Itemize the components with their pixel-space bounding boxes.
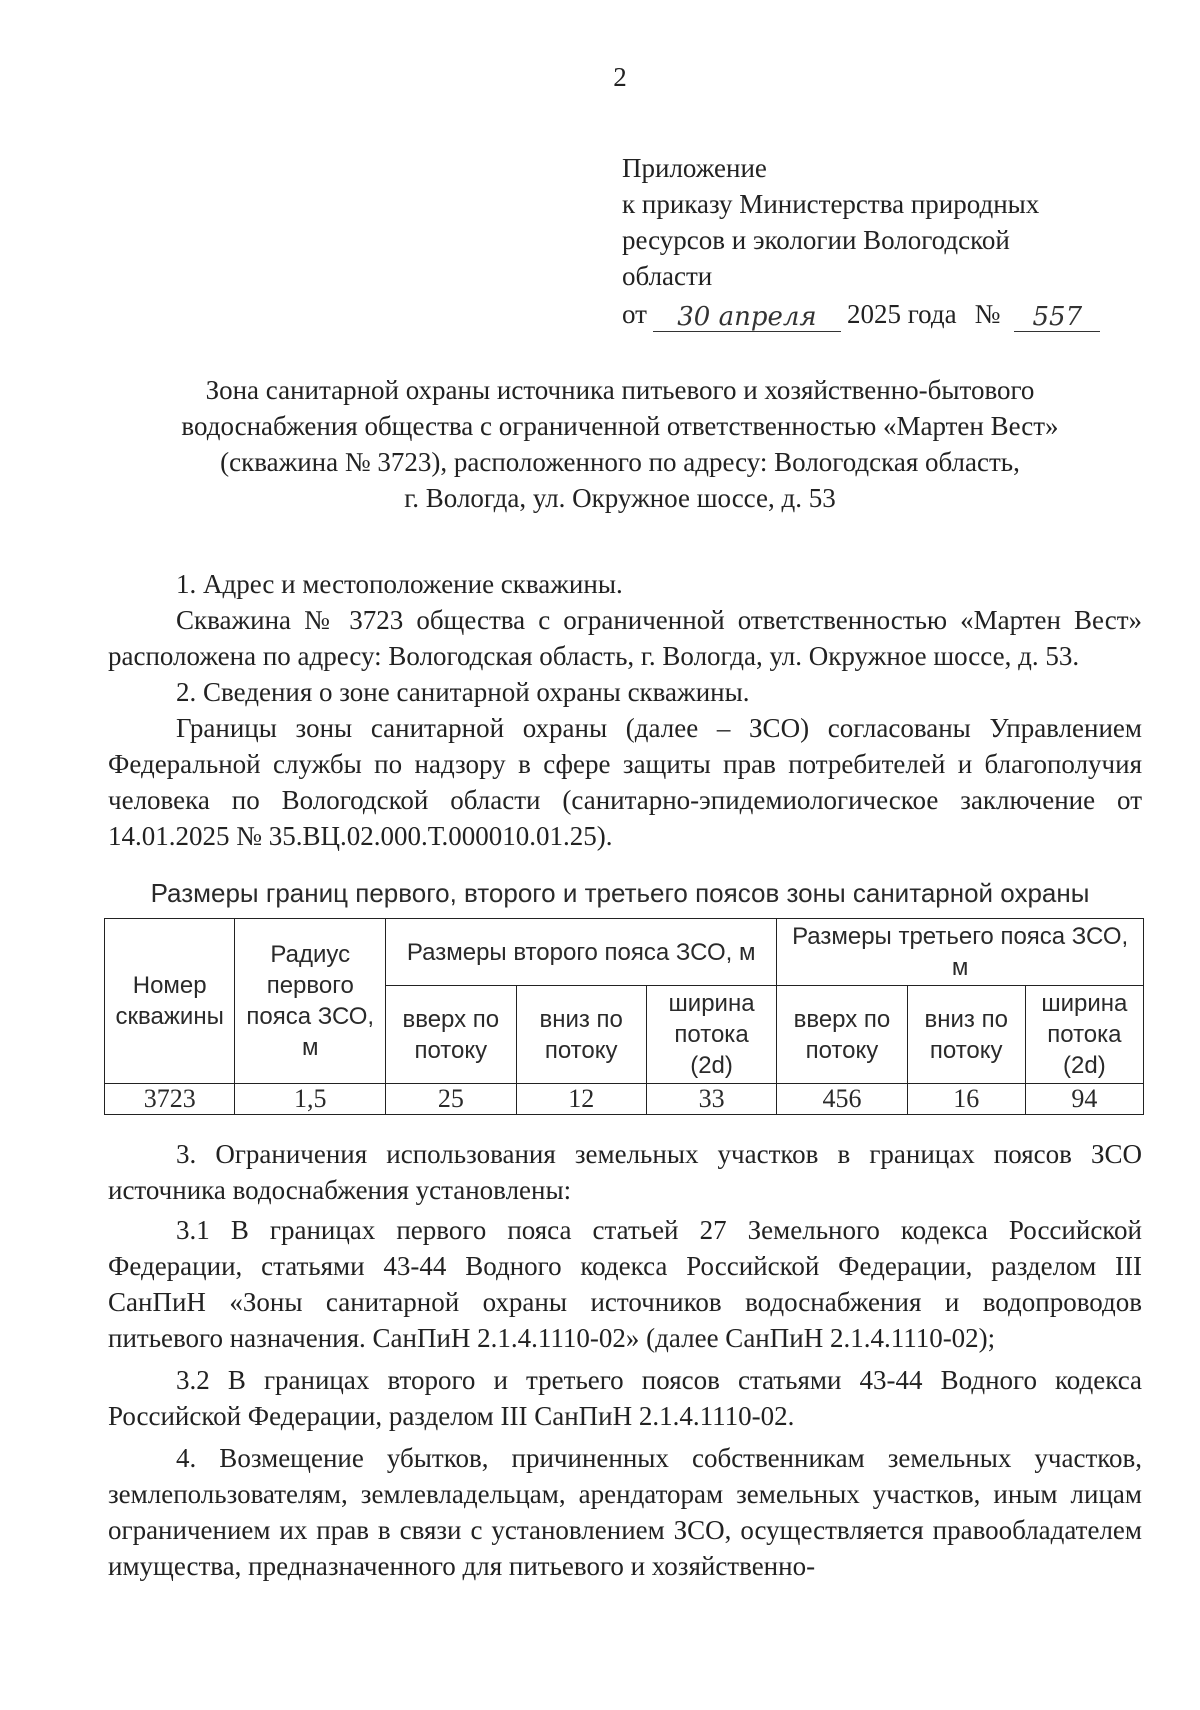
page-number: 2 xyxy=(613,62,627,92)
number-sign: № xyxy=(974,299,1001,329)
header-third-downstream: вниз по потоку xyxy=(907,986,1025,1084)
header-third-upstream: вверх по потоку xyxy=(777,986,907,1084)
header-second-belt: Размеры второго пояса ЗСО, м xyxy=(386,919,777,986)
document-title xyxy=(100,372,1140,516)
appendix-date-line xyxy=(622,296,1100,332)
table-caption: Размеры границ первого, второго и третьего поясов зоны санитарной охраны xyxy=(150,878,1090,908)
header-third-belt: Размеры третьего пояса ЗСО, м xyxy=(777,919,1144,986)
cell-radius: 1,5 xyxy=(235,1084,386,1115)
title-line-2: водоснабжения общества с ограниченной ответственностью «Мартен Вест» xyxy=(181,411,1059,441)
cell-third-width: 94 xyxy=(1025,1084,1143,1115)
header-third-width: ширина потока (2d) xyxy=(1025,986,1143,1084)
section-1-text: Скважина № 3723 общества с ограниченной ответственностью «Мартен Вест» расположена по адресу: Вологодская область, г. Вологда, ул. Окружное шоссе, д. 53. xyxy=(108,605,1142,671)
header-second-width: ширина потока (2d) xyxy=(646,986,776,1084)
cell-second-down: 12 xyxy=(516,1084,646,1115)
section-3-text: 3. Ограничения использования земельных участков в границах поясов ЗСО источника водоснабжения установлены: xyxy=(108,1139,1142,1205)
sections-3-4 xyxy=(108,1136,1142,1584)
appendix-line-3: ресурсов и экологии Вологодской xyxy=(622,225,1010,255)
year-text: 2025 года xyxy=(846,299,957,329)
appendix-line-4: области xyxy=(622,261,713,291)
cell-well: 3723 xyxy=(105,1084,235,1115)
title-line-4: г. Вологда, ул. Окружное шоссе, д. 53 xyxy=(404,483,836,513)
section-3-1: 3.1 В границах первого пояса статьей 27 Земельного кодекса Российской Федерации, статьями 43-44 Водного кодекса Российской Федерации, разделом III СанПиН «Зоны санитарной охраны источников водоснабжения и водопроводов питьевого назначения. СанПиН 2.1.4.1110-02» (далее СанПиН 2.1.4.1110-02); xyxy=(108,1215,1142,1353)
section-2-text: Границы зоны санитарной охраны (далее – ЗСО) согласованы Управлением Федеральной службы по надзору в сфере защиты прав потребителей и благополучия человека по Вологодской области (санитарно-эпидемиологическое заключение от 14.01.2025 № 35.ВЦ.02.000.Т.000010.01.25). xyxy=(108,713,1142,851)
section-3-2: 3.2 В границах второго и третьего поясов статьями 43-44 Водного кодекса Российской Федерации, разделом III СанПиН 2.1.4.1110-02. xyxy=(108,1365,1142,1431)
appendix-line-1: Приложение xyxy=(622,153,767,183)
sections-1-2 xyxy=(108,566,1142,854)
zso-dimensions-table xyxy=(104,918,1144,1115)
cell-third-up: 456 xyxy=(777,1084,907,1115)
appendix-line-2: к приказу Министерства природных xyxy=(622,189,1040,219)
appendix-header xyxy=(622,150,1100,332)
section-2-heading: 2. Сведения о зоне санитарной охраны скважины. xyxy=(176,677,750,707)
header-first-belt-radius: Радиус первого пояса ЗСО, м xyxy=(235,919,386,1084)
table-row xyxy=(105,1084,1144,1115)
cell-second-width: 33 xyxy=(646,1084,776,1115)
section-1-heading: 1. Адрес и местоположение скважины. xyxy=(176,569,623,599)
cell-second-up: 25 xyxy=(386,1084,516,1115)
title-line-3: (скважина № 3723), расположенного по адресу: Вологодская область, xyxy=(220,447,1020,477)
header-well-number: Номер скважины xyxy=(105,919,235,1084)
title-line-1: Зона санитарной охраны источника питьевого и хозяйственно-бытового xyxy=(205,375,1035,405)
handwritten-number: 557 xyxy=(1014,303,1100,332)
handwritten-date: 30 апреля xyxy=(653,303,841,332)
header-second-upstream: вверх по потоку xyxy=(386,986,516,1084)
section-4: 4. Возмещение убытков, причиненных собственникам земельных участков, землепользователям, землевладельцам, арендаторам земельных участков, иным лицам ограничением их прав в связи с установлением ЗСО, осуществляется правообладателем имущества, предназначенного для питьевого и хозяйственно- xyxy=(108,1443,1142,1581)
header-second-downstream: вниз по потоку xyxy=(516,986,646,1084)
cell-third-down: 16 xyxy=(907,1084,1025,1115)
date-prefix: от xyxy=(622,299,647,329)
